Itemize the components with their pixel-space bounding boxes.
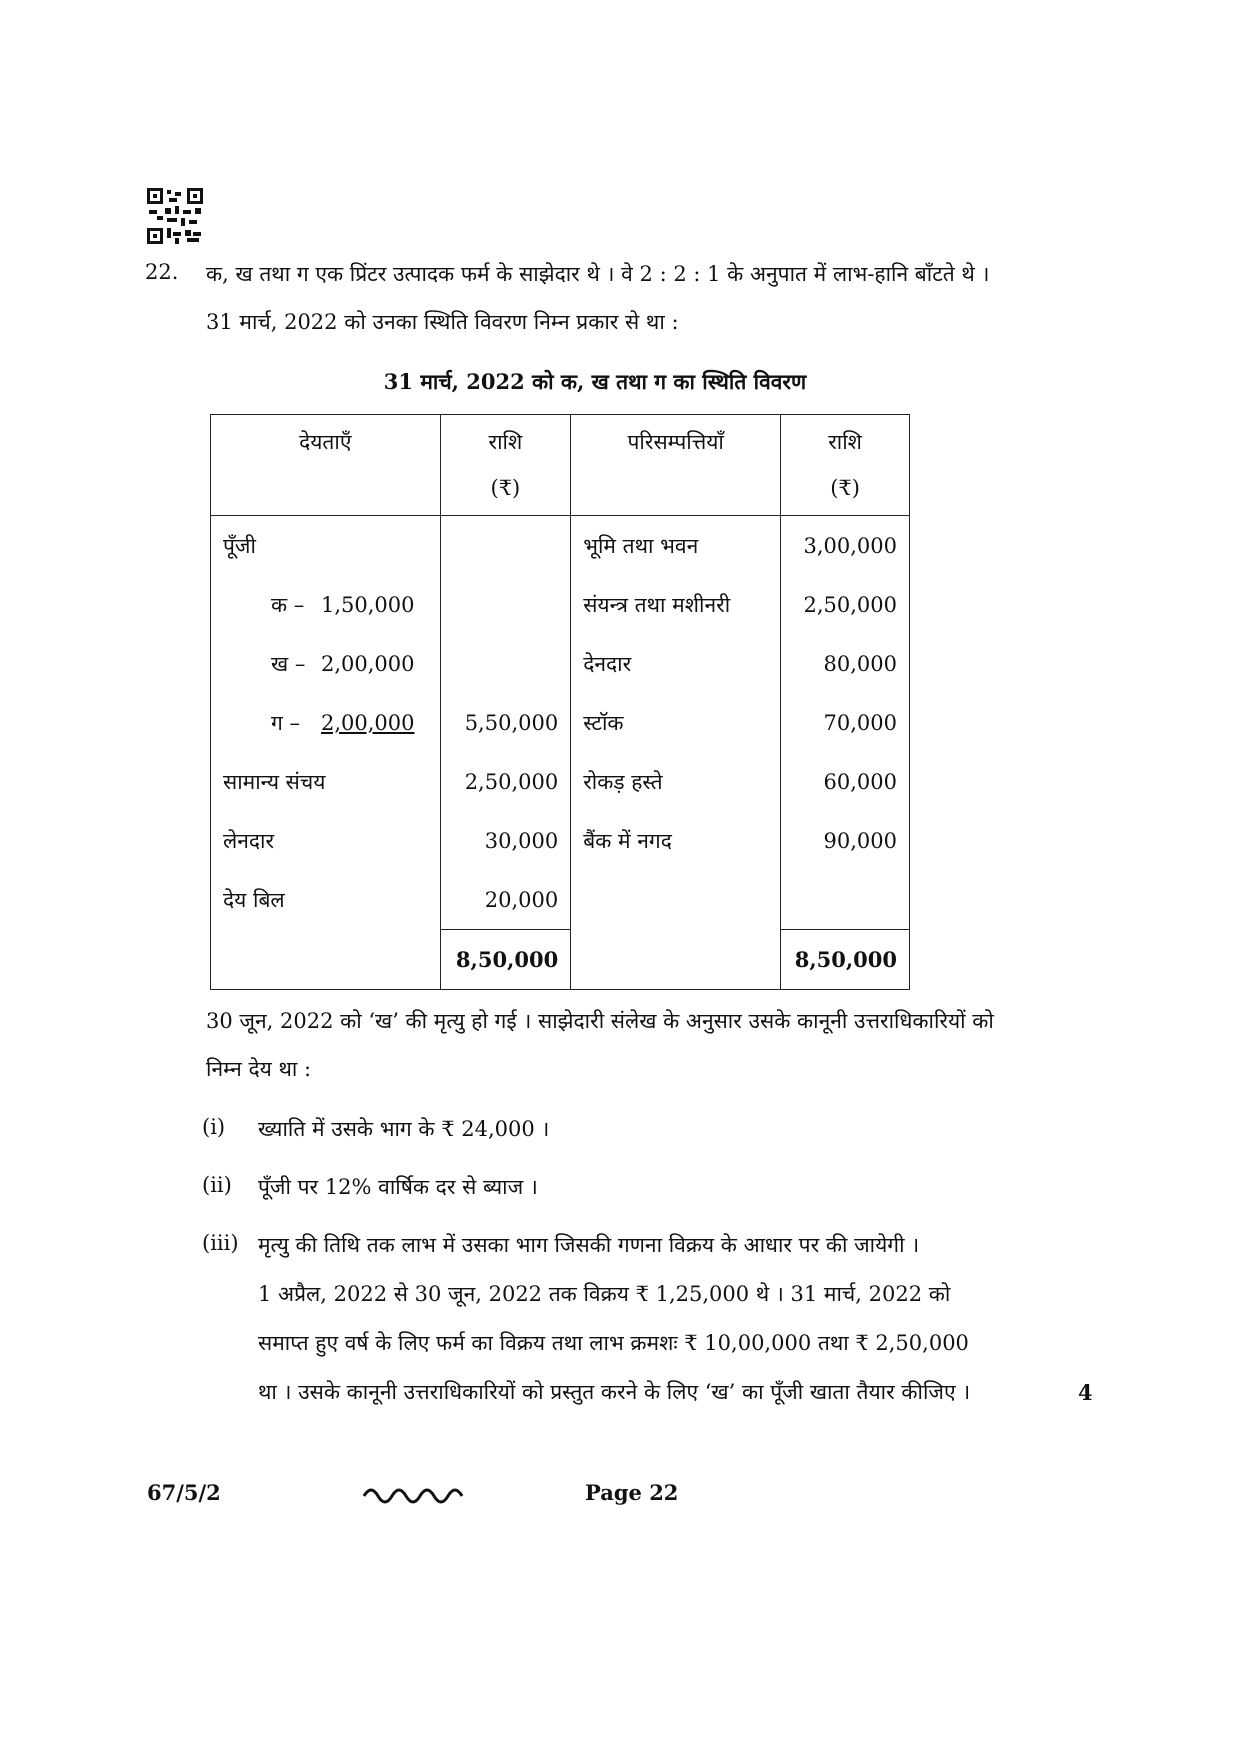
item-number: (ii) bbox=[202, 1173, 232, 1197]
item-text: था । उसके कानूनी उत्तराधिकारियों को प्रस्तुत करने के लिए ‘ख’ का पूँजी खाता तैयार कीजिए । bbox=[258, 1380, 971, 1404]
item-text: 1 अप्रैल, 2022 से 30 जून, 2022 तक विक्रय ₹ 1,25,000 थे । 31 मार्च, 2022 को bbox=[258, 1282, 951, 1306]
liability-amount: 2,50,000 bbox=[440, 752, 571, 811]
question-text-line-1: क, ख तथा ग एक प्रिंटर उत्पादक फर्म के साझेदार थे । वे 2 : 2 : 1 के अनुपात में लाभ-हानि बाँटते थे । bbox=[206, 262, 990, 286]
qr-code-icon bbox=[147, 188, 203, 244]
balance-sheet-title: 31 मार्च, 2022 को क, ख तथा ग का स्थिति विवरण bbox=[383, 369, 807, 394]
liability-label: देय बिल bbox=[211, 870, 441, 930]
asset-amount: 60,000 bbox=[781, 752, 910, 811]
question-text-line-2: 31 मार्च, 2022 को उनका स्थिति विवरण निम्न प्रकार से था : bbox=[206, 310, 679, 334]
asset-label: बैंक में नगद bbox=[571, 811, 781, 870]
liability-label: लेनदार bbox=[211, 811, 441, 870]
table-total-row bbox=[211, 930, 910, 990]
table-header-row bbox=[211, 415, 910, 516]
capital-total: 5,50,000 bbox=[440, 693, 571, 752]
asset-label: स्टॉक bbox=[571, 693, 781, 752]
table-row bbox=[211, 693, 910, 752]
capital-label: पूँजी bbox=[211, 516, 441, 576]
asset-label: देनदार bbox=[571, 634, 781, 693]
page-number: Page 22 bbox=[585, 1480, 679, 1505]
table-row bbox=[211, 634, 910, 693]
partner-capital: ख – 2,00,000 bbox=[211, 634, 441, 693]
asset-amount: 3,00,000 bbox=[781, 516, 910, 576]
item-number: (i) bbox=[202, 1115, 226, 1139]
liabilities-total: 8,50,000 bbox=[440, 930, 571, 990]
header-assets: परिसम्पत्तियाँ bbox=[571, 415, 781, 516]
paper-code: 67/5/2 bbox=[147, 1480, 221, 1505]
asset-label: रोकड़ हस्ते bbox=[571, 752, 781, 811]
header-amount-assets: राशि (₹) bbox=[781, 415, 910, 516]
balance-sheet-table bbox=[210, 414, 910, 990]
partner-capital: ग – 2,00,000 bbox=[211, 693, 441, 752]
partner-capital: क – 1,50,000 bbox=[211, 575, 441, 634]
table-row bbox=[211, 870, 910, 930]
liability-label: सामान्य संचय bbox=[211, 752, 441, 811]
asset-amount: 70,000 bbox=[781, 693, 910, 752]
item-number: (iii) bbox=[202, 1231, 239, 1255]
table-row bbox=[211, 811, 910, 870]
assets-total: 8,50,000 bbox=[781, 930, 910, 990]
wave-icon bbox=[362, 1482, 472, 1506]
header-amount: राशि (₹) bbox=[440, 415, 571, 516]
asset-amount: 80,000 bbox=[781, 634, 910, 693]
after-text-line-2: निम्न देय था : bbox=[206, 1057, 312, 1081]
table-row bbox=[211, 575, 910, 634]
liability-amount: 20,000 bbox=[440, 870, 571, 930]
marks: 4 bbox=[1078, 1380, 1093, 1405]
table-row bbox=[211, 752, 910, 811]
item-text: मृत्यु की तिथि तक लाभ में उसका भाग जिसकी गणना विक्रय के आधार पर की जायेगी । bbox=[258, 1233, 920, 1257]
item-text: समाप्त हुए वर्ष के लिए फर्म का विक्रय तथा लाभ क्रमशः ₹ 10,00,000 तथा ₹ 2,50,000 bbox=[258, 1331, 969, 1355]
question-number: 22. bbox=[145, 260, 179, 284]
asset-label: भूमि तथा भवन bbox=[571, 516, 781, 576]
asset-amount: 90,000 bbox=[781, 811, 910, 870]
item-text: ख्याति में उसके भाग के ₹ 24,000 । bbox=[258, 1117, 550, 1141]
table-row bbox=[211, 516, 910, 576]
asset-label: संयन्त्र तथा मशीनरी bbox=[571, 575, 781, 634]
asset-amount: 2,50,000 bbox=[781, 575, 910, 634]
item-text: पूँजी पर 12% वार्षिक दर से ब्याज । bbox=[258, 1175, 538, 1199]
liability-amount: 30,000 bbox=[440, 811, 571, 870]
header-liabilities: देयताएँ bbox=[211, 415, 441, 516]
after-text-line-1: 30 जून, 2022 को ‘ख’ की मृत्यु हो गई । साझेदारी संलेख के अनुसार उसके कानूनी उत्तराधिकारियों को bbox=[206, 1009, 994, 1033]
